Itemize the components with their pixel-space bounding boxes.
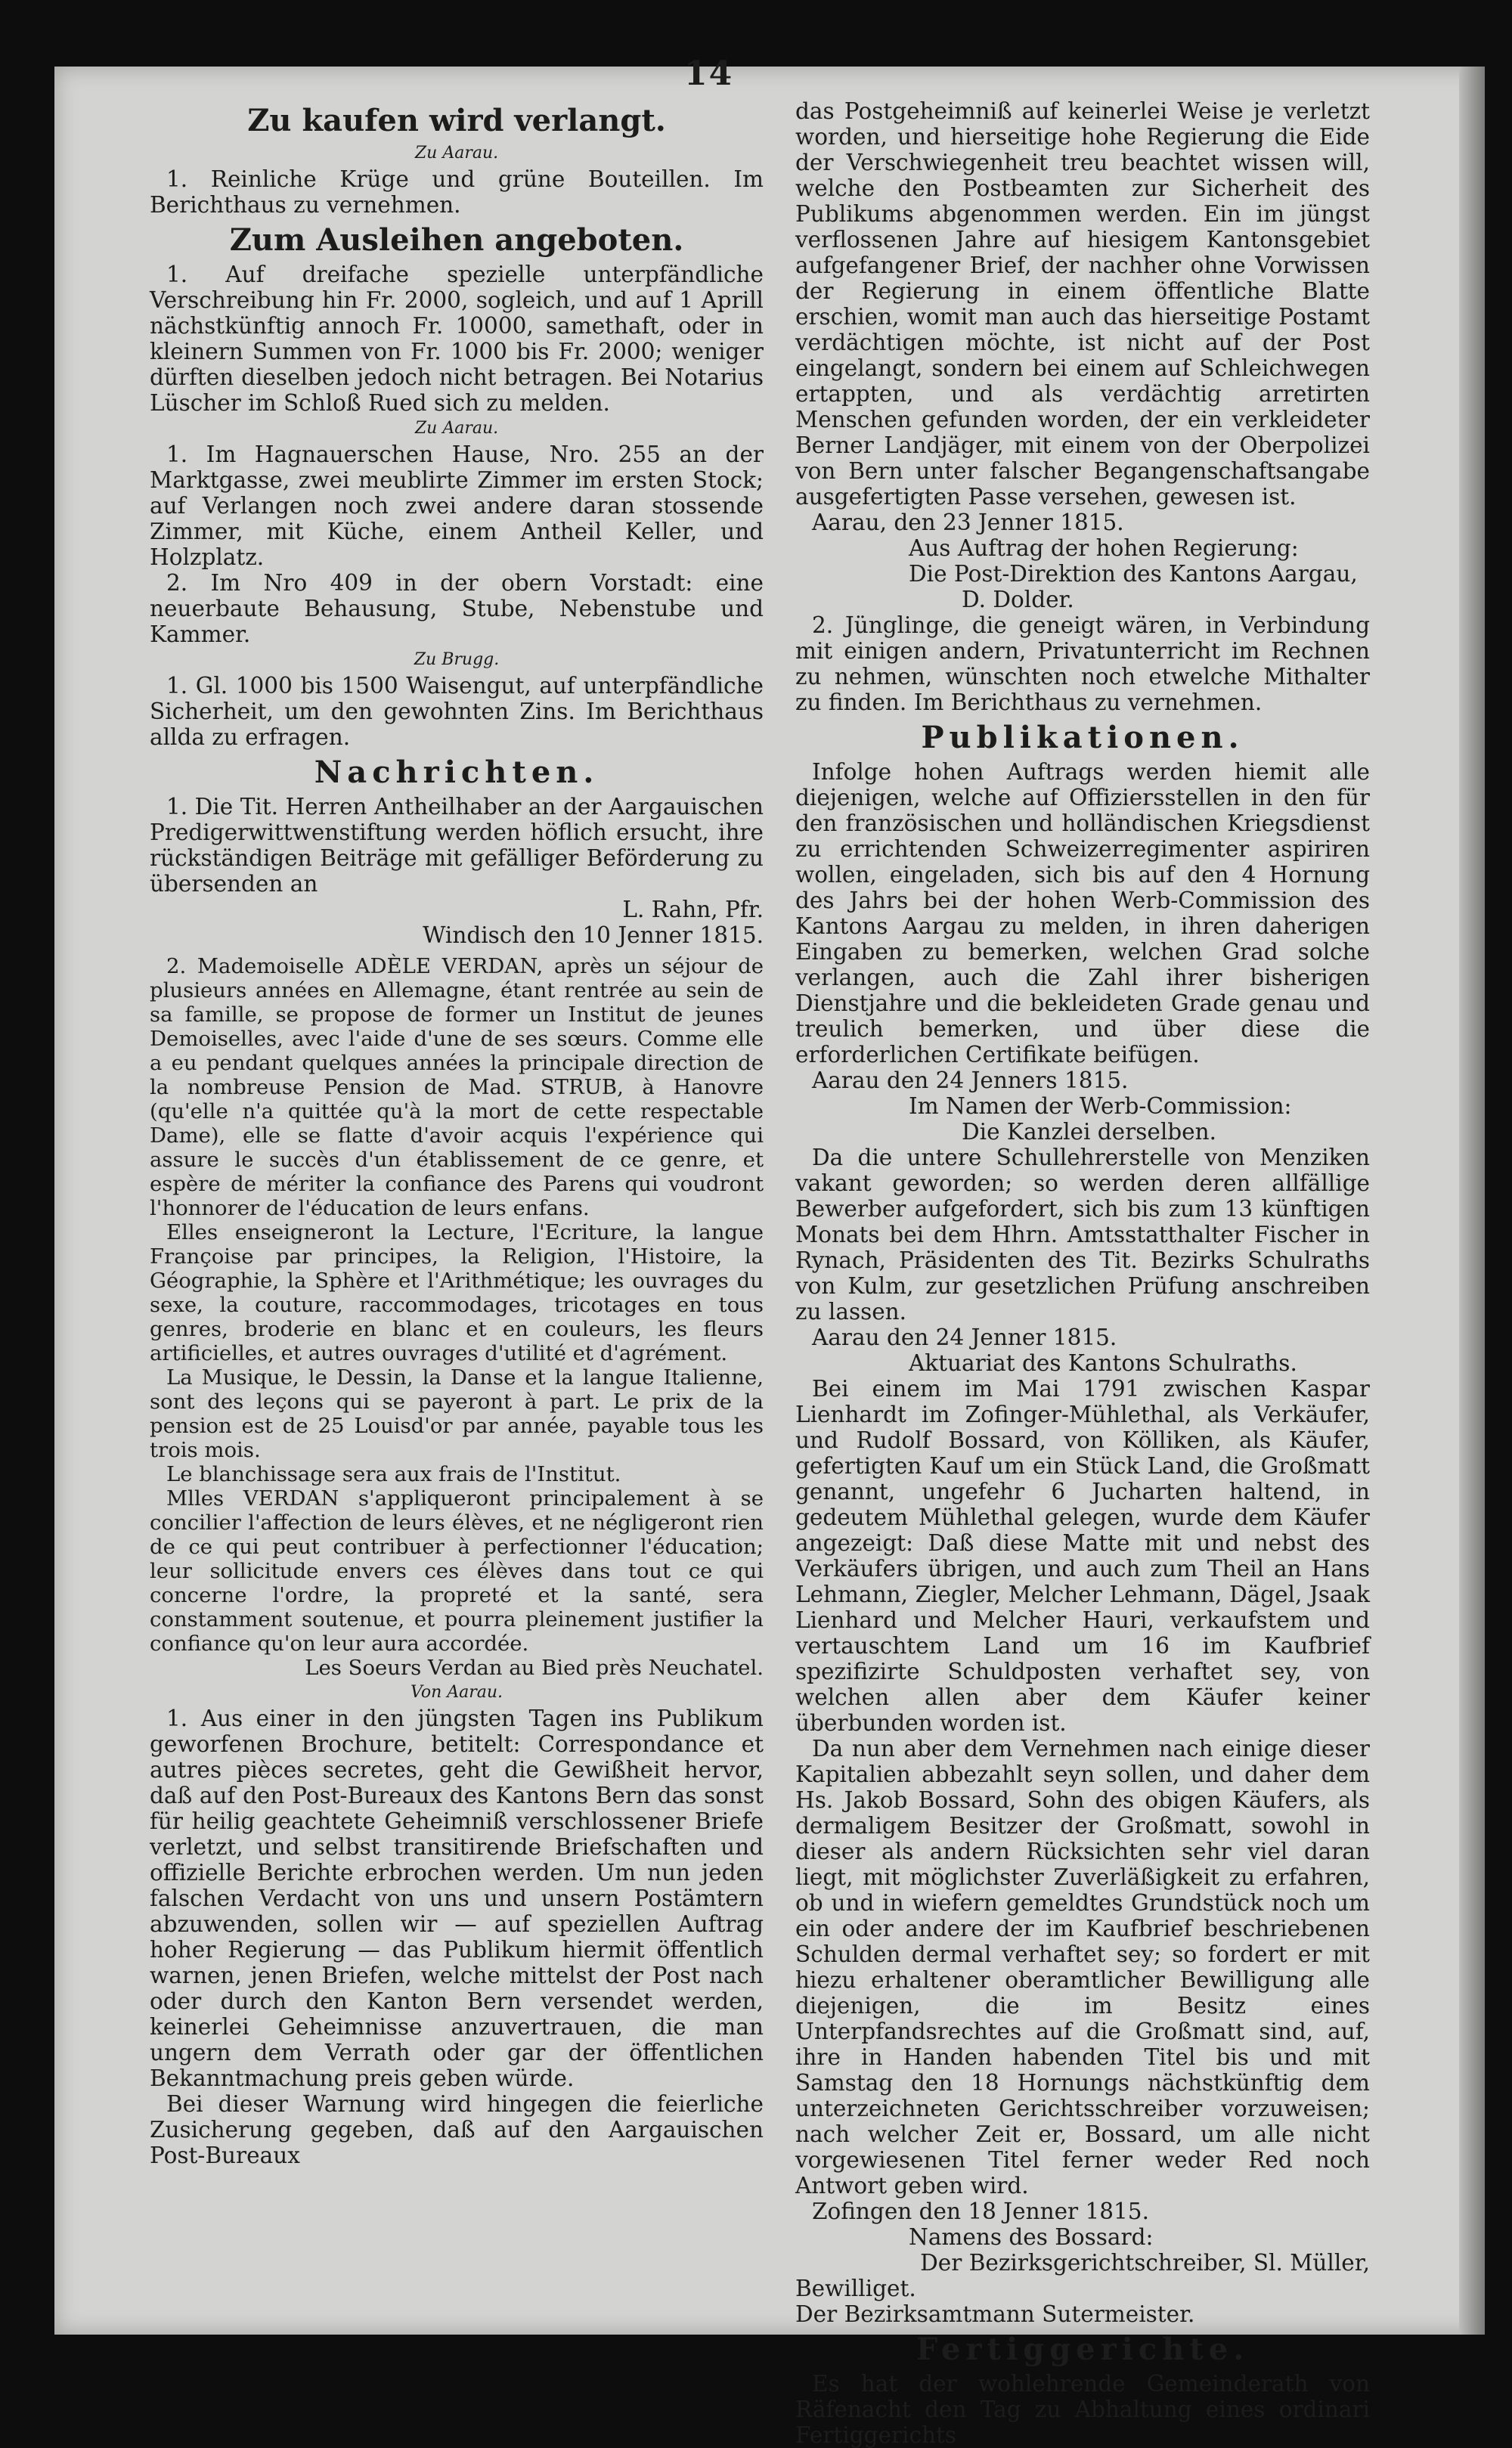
notice-paragraph: 1. Gl. 1000 bis 1500 Waisengut, auf unterpfändliche Sicherheit, um den gewohnten Zins. Im Berichthaus allda zu erfragen. bbox=[150, 673, 764, 750]
dateline: Zofingen den 18 Jenner 1815. bbox=[812, 2199, 1149, 2224]
notice-paragraph: 1. Auf dreifache spezielle unterpfändliche Verschreibung hin Fr. 2000, sogleich, und auf 1 Aprill nächstkünftig annoch Fr. 10000, samethaft, oder in kleinern Summen von Fr. 1000 bis Fr. 2000; weniger dürften dieselben jedoch nicht betragen. Bei Notarius Lüscher im Schloß Rued sich zu melden. bbox=[150, 262, 764, 416]
french-paragraph: 2. Mademoiselle ADÈLE VERDAN, après un séjour de plusieurs années en Allemagne, étant rentrée au sein de sa famille, se propose de former un Institut de jeunes Demoiselles, avec l'aide d'une de ses sœurs. Comme elle a eu pendant quelques années la principale direction de la nombreuse Pension de Mad. STRUB, à Hanovre (qu'elle n'a quittée qu'à la mort de cette respectable Dame), elle se flatte d'avoir acquis l'expérience qui assure le succès d'un établissement de ce genre, et espère de mériter la confiance des Parens qui voudront l'honnorer de l'éducation de leurs enfans. bbox=[150, 954, 764, 1220]
french-paragraph: Le blanchissage sera aux frais de l'Institut. bbox=[166, 1462, 621, 1486]
notice-paragraph: Da nun aber dem Vernehmen nach einige dieser Kapitalien abbezahlt seyn sollen, und daher dem Hs. Jakob Bossard, Sohn des obigen Käufers, als dermaligem Besitzer der Großmatt, sowohl in dieser als andern Rücksichten sehr viel daran liegt, mit möglichster Zuverläßigkeit zu erfahren, ob und in wiefern gemeldtes Grundstück noch um ein oder andere der im Kaufbrief beschriebenen Schulden dermal verhaftet sey; so fordert er mit hiezu erhaltener oberamtlicher Bewilligung alle diejenigen, die im Besitz eines Unterpfandsrechtes auf die Großmatt sind, auf, ihre in Handen habenden Titel bis und mit Samstag den 18 Hornungs nächstkünftig dem unterzeichneten Gerichtsschreiber vorzuweisen; nach welcher Zeit er, Bossard, um alle nicht vorgewiesenen Titel ferner weder Red noch Antwort geben wird. bbox=[795, 1736, 1370, 2199]
dateline: Aarau den 24 Jenners 1815. bbox=[812, 1068, 1129, 1093]
dateline: Windisch den 10 Jenner 1815. bbox=[423, 922, 764, 948]
section-heading-fertiggerichte: Fertiggerichte. bbox=[916, 2332, 1250, 2367]
dateline: Aarau, den 23 Jenner 1815. bbox=[812, 510, 1124, 535]
notice-paragraph: 1. Aus einer in den jüngsten Tagen ins Publikum geworfenen Brochure, betitelt: Correspondance et autres pièces secretes, geht die Gewißheit hervor, daß auf den Post-Bureaux des Kantons Bern das sonst für heilig geachtete Geheimniß verschlossener Briefe verletzt, und selbst transitirende Briefschaften und offizielle Berichte erbrochen werden. Um nun jeden falschen Verdacht von uns und unsern Postämtern abzuwenden, sollen wir — auf speziellen Auftrag hoher Regierung — das Publikum hiermit öffentlich warnen, jenen Briefen, welche mittelst der Post nach oder durch den Kanton Bern versendet werden, keinerlei Geheimnisse anzuvertrauen, die man ungern dem Verrath oder gar der öffentlichen Bekanntmachung preis geben würde. bbox=[150, 1706, 764, 2091]
notice-paragraph: 1. Reinliche Krüge und grüne Bouteillen. Im Berichthaus zu vernehmen. bbox=[150, 166, 764, 218]
notice-paragraph: Da die untere Schullehrerstelle von Menziken vakant geworden; so werden deren allfällige Bewerber aufgefordert, sich bis zum 13 künftigen Monats bei dem Hhrn. Amtsstatthalter Fischer in Rynach, Präsidenten des Tit. Bezirks Schulraths von Kulm, zur gesetzlichen Prüfung anschreiben zu lassen. bbox=[795, 1145, 1370, 1325]
notice-paragraph: 1. Die Tit. Herren Antheilhaber an der Aargauischen Predigerwittwenstiftung werden höflich ersucht, ihre rückständigen Beiträge mit gefälliger Beförderung zu übersenden an bbox=[150, 794, 764, 897]
place-label: Zu Aarau. bbox=[414, 144, 499, 163]
spacer bbox=[150, 948, 764, 954]
section-heading-buy: Zu kaufen wird verlangt. bbox=[247, 103, 666, 138]
signature: Der Bezirksamtmann Sutermeister. bbox=[795, 2301, 1195, 2327]
section-heading-news: Nachrichten. bbox=[314, 755, 600, 790]
signature: Die Post-Direktion des Kantons Aargau, bbox=[909, 561, 1358, 587]
signature: Les Soeurs Verdan au Bied près Neuchatel. bbox=[305, 1656, 764, 1680]
signature: Aus Auftrag der hohen Regierung: bbox=[909, 535, 1299, 561]
notice-paragraph: Infolge hohen Auftrags werden hiemit alle diejenigen, welche auf Offiziersstellen in den für den französischen und holländischen Kriegsdienst zu errichtenden Schweizerregimenter aspiriren wollen, eingeladen, sich bis auf den 4 Hornung des Jahrs bei der hohen Werb-Commission des Kantons Aargau zu melden, in ihren daherigen Eingaben zu bemerken, welchen Grad solche verlangen, auch die Zahl ihrer bisherigen Dienstjahre und die bekleideten Grade genau und treulich bemerken, und über diese die erforderlichen Certifikate beifügen. bbox=[795, 759, 1370, 1068]
french-paragraph: Elles enseigneront la Lecture, l'Ecriture, la langue Françoise par principes, la Religion, l'Histoire, la Géographie, la Sphère et l'Arithmétique; les ouvrages du sexe, la couture, raccommodages, tricotages en tous genres, broderie en blanc et en couleurs, les fleurs artificielles, et autres ouvrages d'utilité et d'agrément. bbox=[150, 1220, 764, 1365]
french-paragraph: La Musique, le Dessin, la Danse et la langue Italienne, sont des leçons qui se payeront à part. Le prix de la pension est de 25 Louisd'or par année, payable tous les trois mois. bbox=[150, 1365, 764, 1462]
section-heading-publications: Publikationen. bbox=[921, 720, 1244, 755]
signature: Namens des Bossard: bbox=[909, 2224, 1154, 2250]
notice-paragraph: 2. Jünglinge, die geneigt wären, in Verbindung mit einigen andern, Privatunterricht im Rechnen zu nehmen, wünschten noch etwelche Mithalter zu finden. Im Berichthaus zu vernehmen. bbox=[795, 612, 1370, 715]
place-label: Zu Brugg. bbox=[414, 650, 500, 669]
notice-paragraph: Es hat der wohlehrende Gemeinderath von Räfenacht den Tag zu Abhaltung eines ordinari Fertiggerichts bbox=[795, 2371, 1370, 2448]
signature: D. Dolder. bbox=[962, 587, 1074, 612]
signature: Bewilliget. bbox=[795, 2276, 916, 2301]
notice-paragraph: 1. Im Hagnauerschen Hause, Nro. 255 an der Marktgasse, zwei meublirte Zimmer im ersten Stock; auf Verlangen noch zwei andere daran stossende Zimmer, mit Küche, einem Antheil Keller, und Holzplatz. bbox=[150, 442, 764, 570]
section-heading-loan: Zum Ausleihen angeboten. bbox=[229, 222, 684, 258]
notice-paragraph: 2. Im Nro 409 in der obern Vorstadt: eine neuerbaute Behausung, Stube, Nebenstube und Kammer. bbox=[150, 570, 764, 647]
page-edge bbox=[1459, 67, 1485, 2335]
notice-paragraph: das Postgeheimniß auf keinerlei Weise je verletzt worden, und hierseitige hohe Regierung die Eide der Verschwiegenheit treu beachtet wissen will, welche den Postbeamten zur Sicherheit des Publikums abgenommen werden. Ein im jüngst verflossenen Jahre auf hiesigem Kantonsgebiet aufgefangener Brief, der nachher ohne Vorwissen der Regierung in einem öffentliche Blatte erschien, womit man auch das hierseitige Postamt verdächtigen möchte, ist nicht auf der Post eingelangt, sondern bei einem auf Schleichwegen ertappten, und als verdächtig arretirten Menschen gefunden worden, der ein verkleideter Berner Landjäger, mit einem von der Oberpolizei von Bern unter falscher Begangenschaftsangabe ausgefertigten Passe versehen, gewesen ist. bbox=[795, 98, 1370, 510]
signature: Im Namen der Werb-Commission: bbox=[909, 1093, 1292, 1119]
place-label: Von Aarau. bbox=[410, 1683, 503, 1702]
page-number: 14 bbox=[684, 54, 734, 93]
left-column bbox=[150, 98, 764, 2168]
notice-paragraph: Bei einem im Mai 1791 zwischen Kaspar Lienhardt im Zofinger-Mühlethal, als Verkäufer, und Rudolf Bossard, von Kölliken, als Käufer, gefertigten Kauf um ein Stück Land, die Großmatt genannt, ungefehr 6 Jucharten haltend, in gedeutem Mühlethal gelegen, wurde dem Käufer angezeigt: Daß diese Matte mit und nebst des Verkäufers übrigen, und auch zum Theil an Hans Lehmann, Ziegler, Melcher Lehmann, Dägel, Jsaak Lienhard und Melcher Hauri, verkaufstem und vertauschtem Land um 16 im Kaufbrief spezifizirte Schuldposten verhaftet sey, von welchen allen aber dem Käufer keiner überbunden worden ist. bbox=[795, 1376, 1370, 1736]
notice-paragraph: Bei dieser Warnung wird hingegen die feierliche Zusicherung gegeben, daß auf den Aargauischen Post-Bureaux bbox=[150, 2091, 764, 2168]
signature: Die Kanzlei derselben. bbox=[962, 1119, 1216, 1145]
signature: Aktuariat des Kantons Schulraths. bbox=[909, 1350, 1297, 1376]
signature: Der Bezirksgerichtschreiber, Sl. Müller, bbox=[920, 2250, 1370, 2276]
right-column bbox=[795, 98, 1370, 2448]
place-label: Zu Aarau. bbox=[414, 419, 499, 438]
french-paragraph: Mlles VERDAN s'appliqueront principalement à se concilier l'affection de leurs élèves, et ne négligeront rien de ce qui peut contribuer à perfectionner l'éducation; leur sollicitude envers ces élèves dans tout ce qui concerne l'ordre, la propreté et la santé, sera constamment soutenue, et pourra pleinement justifier la confiance qu'on leur aura accordée. bbox=[150, 1486, 764, 1656]
signature: L. Rahn, Pfr. bbox=[622, 897, 764, 922]
dateline: Aarau den 24 Jenner 1815. bbox=[812, 1325, 1117, 1350]
